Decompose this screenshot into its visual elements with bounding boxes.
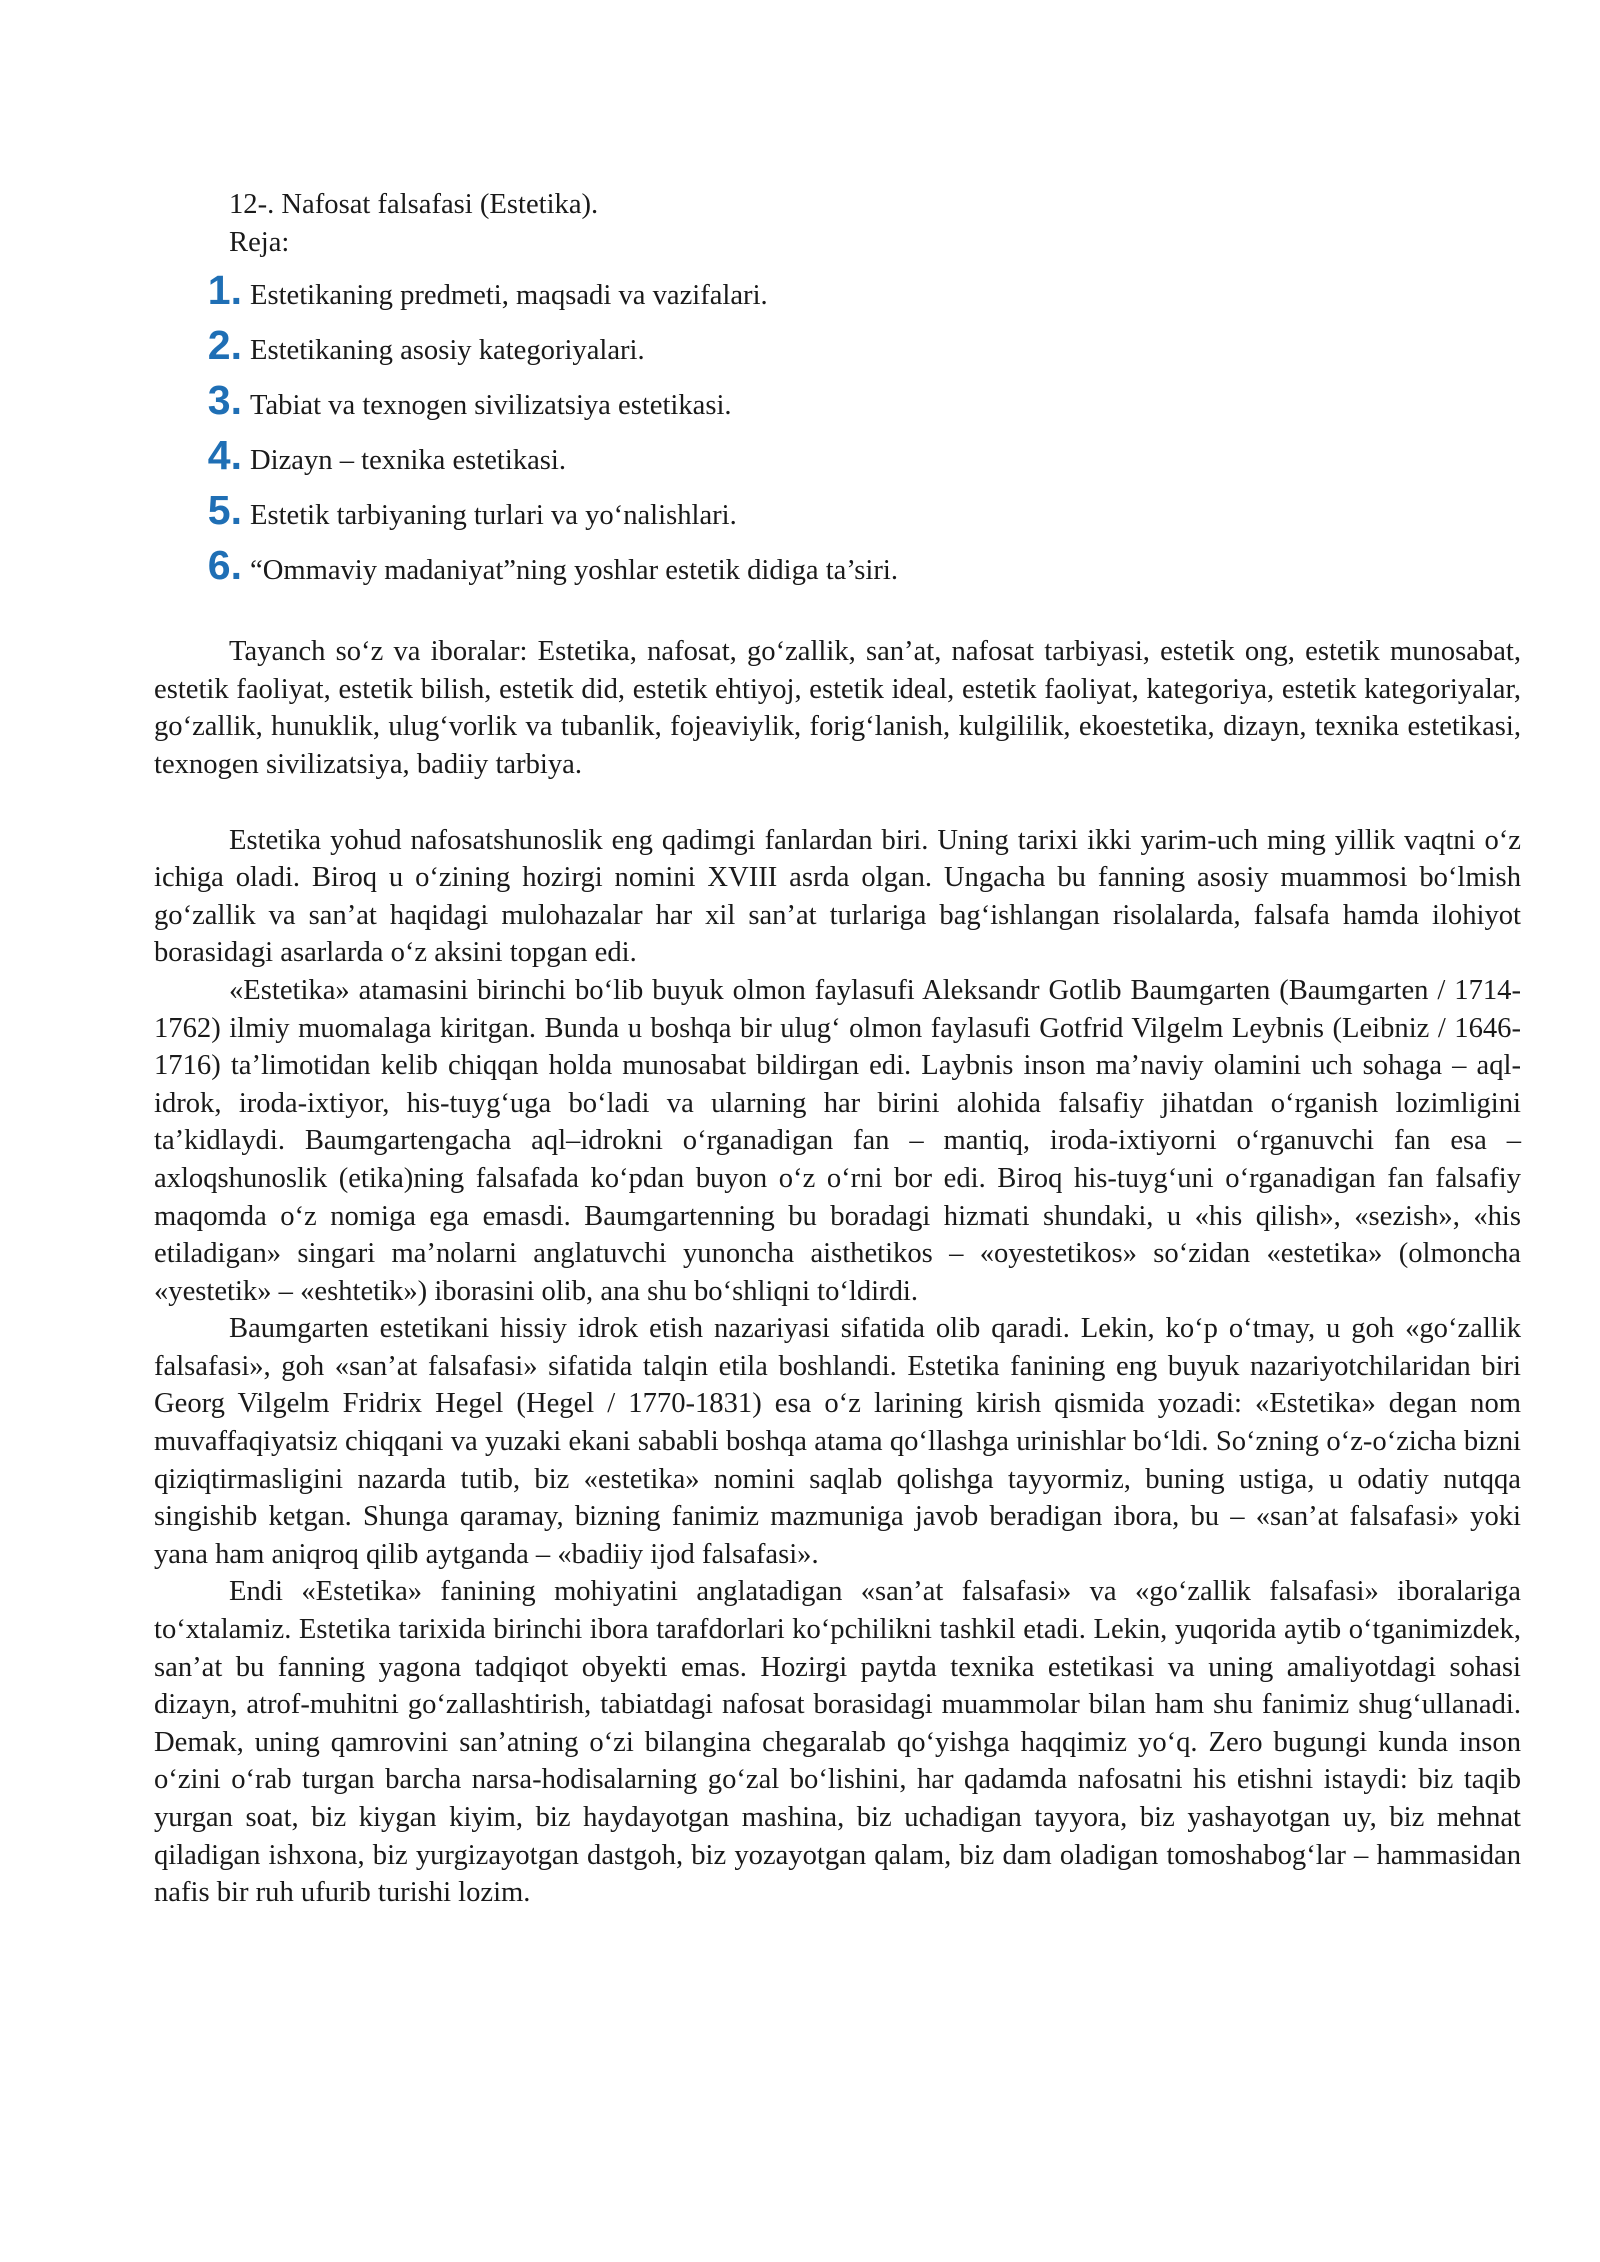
plan-item-number: 3. — [207, 377, 242, 424]
plan-item-number: 5. — [207, 487, 242, 534]
plan-item-text: Dizayn – texnika estetikasi. — [250, 445, 567, 477]
keywords-paragraph: Tayanch so‘z va iboralar: Estetika, nafosat, go‘zallik, san’at, nafosat tarbiyasi, estetik ong, estetik munosabat, estetik faoliyat, estetik bilish, estetik did, estetik ehtiyoj, estetik ideal, estetik faoliyat, kategoriya, estetik kategoriyalar, go‘zallik, hunuklik, ulug‘vorlik va tubanlik, fojeaviylik, forig‘lanish, kulgililik, ekoestetika, dizayn, texnika estetikasi, texnogen sivilizatsiya, badiiy tarbiya. — [154, 636, 1521, 780]
body-paragraph: «Estetika» atamasini birinchi bo‘lib buyuk olmon faylasufi Aleksandr Gotlib Baumgarten (Baumgarten / 1714-1762) ilmiy muomalaga kiritgan. Bunda u boshqa bir ulug‘ olmon faylasufi Gotfrid Vilgelm Leybnis (Leibniz / 1646-1716) ta’limotidan kelib chiqqan holda munosabat bildirgan edi. Laybnis inson ma’naviy olamini uch sohaga – aql-idrok, iroda-ixtiyor, his-tuyg‘uga bo‘ladi va ularning har birini alohida falsafiy jihatdan o‘rganish lozimligini ta’kidlaydi. Baumgartengacha aql–idrokni o‘rganadigan fan – mantiq, iroda-ixtiyorni o‘rganuvchi fan esa – axloqshunoslik (etika)ning falsafada ko‘pdan buyon o‘z o‘rni bor edi. Biroq his-tuyg‘uni o‘rganadigan fan falsafiy maqomda o‘z nomiga ega emasdi. Baumgartenning bu boradagi hizmati shundaki, u «his qilish», «sezish», «his etiladigan» singari ma’nolarni anglatuvchi yunoncha aisthetikos – «oyestetikos» so‘zidan «estetika» (olmoncha «yestetik» – «eshtetik») iborasini olib, ana shu bo‘shliqni to‘ldirdi. — [154, 974, 1521, 1307]
plan-item — [154, 428, 1521, 483]
lecture-title: 12-. Nafosat falsafasi (Estetika). — [229, 189, 599, 220]
plan-item — [154, 318, 1521, 373]
plan-item-number: 1. — [207, 267, 242, 314]
document-body — [154, 186, 1521, 1912]
plan-item — [154, 263, 1521, 318]
plan-item-text: “Ommaviy madaniyat”ning yoshlar estetik didiga ta’siri. — [250, 555, 898, 587]
plan-item-number: 2. — [207, 322, 242, 369]
plan-item-text: Estetikaning predmeti, maqsadi va vazifalari. — [250, 280, 768, 312]
plan-list — [154, 263, 1521, 593]
body-paragraph: Baumgarten estetikani hissiy idrok etish nazariyasi sifatida olib qaradi. Lekin, ko‘p o‘tmay, u goh «go‘zallik falsafasi», goh «san’at falsafasi» sifatida talqin etila boshlandi. Estetika fanining eng buyuk nazariyotchilaridan biri Georg Vilgelm Fridrix Hegel (Hegel / 1770-1831) esa o‘z larining kirish qismida yozadi: «Estetika» degan nom muvaffaqiyatsiz chiqqani va yuzaki ekani sababli boshqa atama qo‘llashga urinishlar bo‘ldi. So‘zning o‘z-o‘zicha bizni qiziqtirmasligini nazarda tutib, biz «estetika» nomini saqlab qolishga tayyormiz, buning ustiga, u odatiy nutqqa singishib ketgan. Shunga qaramay, bizning fanimiz mazmuniga javob beradigan ibora, bu – «san’at falsafasi» yoki yana ham aniqroq qilib aytganda – «badiiy ijod falsafasi». — [154, 1313, 1521, 1570]
body-paragraph: Endi «Estetika» fanining mohiyatini anglatadigan «san’at falsafasi» va «go‘zallik falsafasi» iboralariga to‘xtalamiz. Estetika tarixida birinchi ibora tarafdorlari ko‘pchilikni tashkil etadi. Lekin, yuqorida aytib o‘tganimizdek, san’at bu fanning yagona tadqiqot obyekti emas. Hozirgi paytda texnika estetikasi va uning amaliyotdagi sohasi dizayn, atrof-muhitni go‘zallashtirish, tabiatdagi nafosat borasidagi muammolar bilan ham shu fanimiz shug‘ullanadi. Demak, uning qamrovini san’atning o‘zi bilangina chegaralab qo‘yishga haqqimiz yo‘q. Zero bugungi kunda inson o‘zini o‘rab turgan barcha narsa-hodisalarning go‘zal bo‘lishini, har qadamda nafosatni his etishni istaydi: biz taqib yurgan soat, biz kiygan kiyim, biz haydayotgan mashina, biz uchadigan tayyora, biz yashayotgan uy, biz mehnat qiladigan ishxona, biz yurgizayotgan dastgoh, biz yozayotgan qalam, biz dam oladigan tomoshabog‘lar – hammasidan nafis bir ruh ufurib turishi lozim. — [154, 1576, 1521, 1909]
plan-item-number: 6. — [207, 542, 242, 589]
plan-label: Reja: — [229, 226, 290, 258]
plan-item-text: Tabiat va texnogen sivilizatsiya estetikasi. — [250, 390, 732, 422]
plan-item — [154, 373, 1521, 428]
plan-item-text: Estetikaning asosiy kategoriyalari. — [250, 335, 645, 367]
plan-item-number: 4. — [207, 432, 242, 479]
plan-item-text: Estetik tarbiyaning turlari va yo‘nalishlari. — [250, 500, 737, 532]
body-paragraph: Estetika yohud nafosatshunoslik eng qadimgi fanlardan biri. Uning tarixi ikki yarim-uch ming yillik vaqtni o‘z ichiga oladi. Biroq u o‘zining hozirgi nomini XVIII asrda olgan. Ungacha bu fanning asosiy muammosi bo‘lmish go‘zallik va san’at haqidagi mulohazalar har xil san’at turlariga bag‘ishlangan risolalarda, falsafa hamda ilohiyot borasidagi asarlarda o‘z aksini topgan edi. — [154, 824, 1521, 969]
plan-item — [154, 483, 1521, 538]
plan-item — [154, 538, 1521, 593]
